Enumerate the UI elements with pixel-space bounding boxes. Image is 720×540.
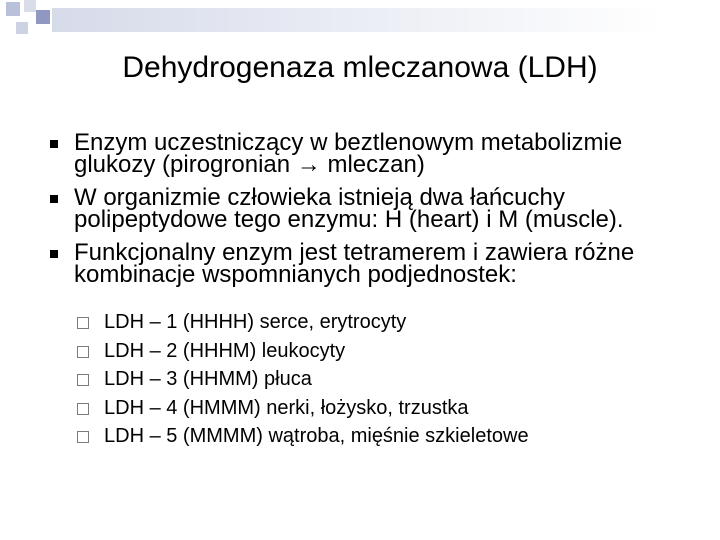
bullet-text: Funkcjonalny enzym jest tetramerem i zawiera różne kombinacje wspomnianych podjednostek: bbox=[74, 239, 635, 288]
sub-bullet-text: LDH – 5 (MMMM) wątroba, mięśnie szkieletowe bbox=[104, 425, 529, 447]
sub-bullet-item bbox=[74, 365, 700, 394]
bullet-text: Enzym uczestniczący w beztlenowym metabolizmie glukozy (pirogronian → mleczan) bbox=[74, 129, 623, 178]
sub-bullet-item bbox=[74, 422, 700, 451]
sub-bullet-text: LDH – 2 (HHHM) leukocyty bbox=[104, 339, 346, 362]
filled-square-bullet-icon bbox=[50, 195, 58, 203]
filled-square-bullet-icon bbox=[50, 250, 58, 258]
hollow-square-bullet-icon bbox=[77, 431, 89, 443]
hollow-square-bullet-icon bbox=[77, 317, 89, 329]
bullet-list bbox=[50, 129, 700, 462]
sub-bullet-list bbox=[74, 308, 700, 451]
sub-bullet-text: LDH – 3 (HHMM) płuca bbox=[104, 368, 312, 390]
sub-bullet-text: LDH – 4 (HMMM) nerki, łożysko, trzustka bbox=[104, 396, 469, 419]
decorative-square bbox=[24, 0, 36, 12]
decorative-square bbox=[6, 2, 20, 16]
sub-bullet-item bbox=[74, 394, 700, 423]
bullet-item bbox=[50, 129, 700, 178]
hollow-square-bullet-icon bbox=[77, 346, 89, 358]
decorative-square bbox=[16, 22, 28, 34]
bullet-text: W organizmie człowieka istnieją dwa łańcuchy polipeptydowe tego enzymu: H (heart) i M (muscle). bbox=[74, 184, 624, 233]
sub-bullet-item bbox=[74, 308, 700, 337]
decorative-gradient-band bbox=[52, 8, 720, 32]
sub-bullet-text: LDH – 1 (HHHH) serce, erytrocyty bbox=[104, 311, 407, 333]
bullet-item bbox=[50, 239, 700, 451]
hollow-square-bullet-icon bbox=[77, 403, 89, 415]
slide-decoration bbox=[0, 0, 720, 40]
bullet-item bbox=[50, 184, 700, 233]
slide-title: Dehydrogenaza mleczanowa (LDH) bbox=[122, 51, 598, 84]
hollow-square-bullet-icon bbox=[77, 374, 89, 386]
filled-square-bullet-icon bbox=[50, 140, 58, 148]
decorative-square bbox=[36, 10, 50, 24]
sub-bullet-item bbox=[74, 337, 700, 366]
